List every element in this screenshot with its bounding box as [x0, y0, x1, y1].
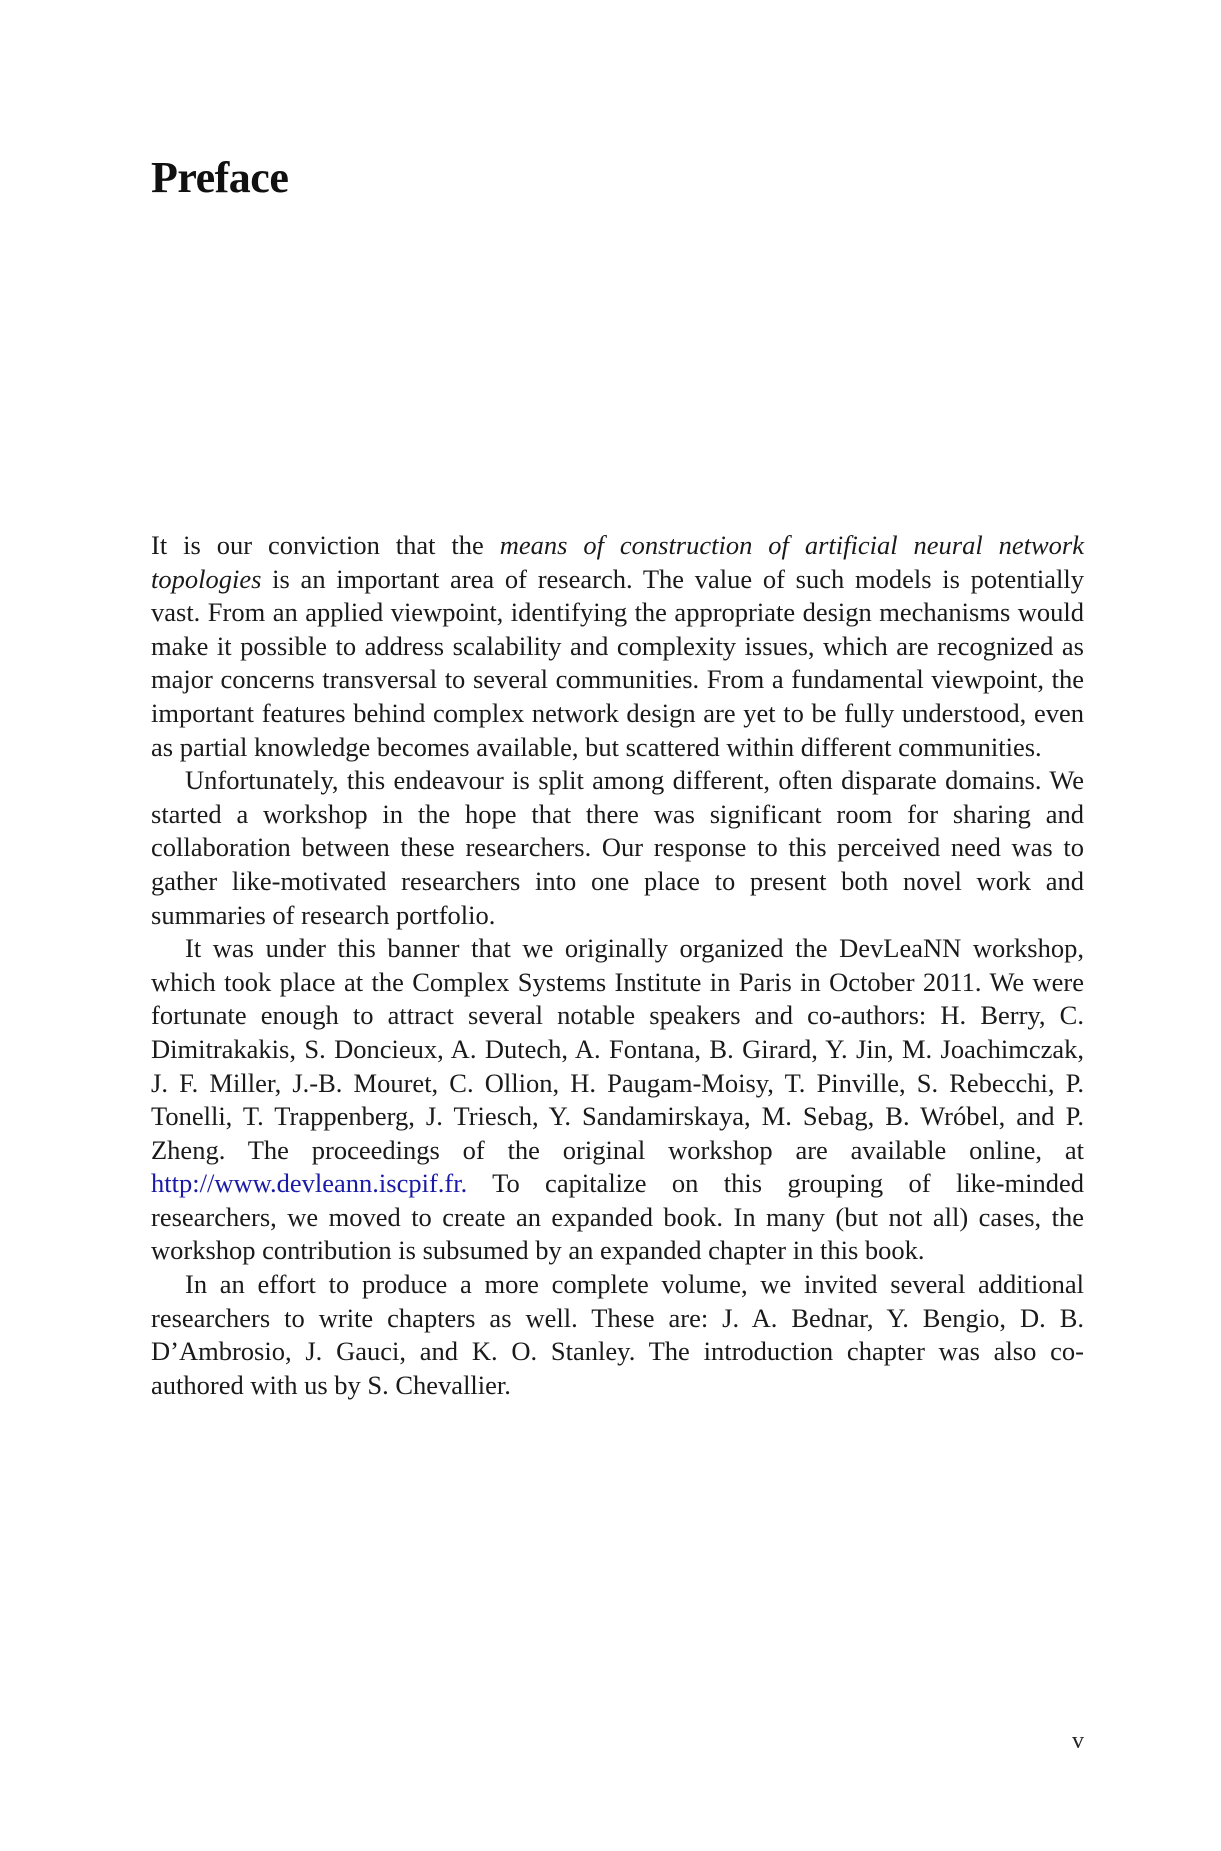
preface-body	[151, 529, 1084, 1402]
paragraph-conviction	[151, 529, 1084, 764]
paragraph-text: It is our conviction that the	[151, 530, 500, 560]
paragraph-workshop	[151, 932, 1084, 1268]
page-title: Preface	[151, 153, 289, 202]
emphasized-phrase: means of construction of artificial neural network topologies	[151, 530, 1084, 594]
paragraph-additional-researchers: In an effort to produce a more complete volume, we invited several additional researchers to write chapters as well. These are: J. A. Bednar, Y. Bengio, D. B. D’Ambrosio, J. Gauci, and K. O. Stanley. The introduction chapter was also co-authored with us by S. Chevallier.	[151, 1269, 1084, 1400]
page-number: v	[1072, 1728, 1084, 1754]
paragraph-text: It was under this banner that we originally organized the DevLeaNN workshop, which took place at the Complex Systems Institute in Paris in October 2011. We were fortunate enough to attract several notable speakers and co-authors: H. Berry, C. Dimitrakakis, S. Doncieux, A. Dutech, A. Fontana, B. Girard, Y. Jin, M. Joachimczak, J. F. Miller, J.-B. Mouret, C. Ollion, H. Paugam-Moisy, T. Pinville, S. Rebecchi, P. Tonelli, T. Trappenberg, J. Triesch, Y. Sandamirskaya, M. Sebag, B. Wróbel, and P. Zheng. The proceedings of the original workshop are available online, at	[151, 933, 1084, 1165]
workshop-url-link[interactable]: http://www.devleann.iscpif.fr.	[151, 1168, 468, 1199]
paragraph-text: is an important area of research. The value of such models is potentially vast. From an applied viewpoint, identifying the appropriate design mechanisms would make it possible to address scalability and complexity issues, which are recognized as major concerns transversal to several communities. From a fundamental viewpoint, the important features behind complex network design are yet to be fully understood, even as partial knowledge becomes available, but scattered within different communities.	[151, 563, 1084, 762]
paragraph-text: To capitalize on this grouping of like-minded researchers, we moved to create an expanded book. In many (but not all) cases, the workshop contribution is subsumed by an expanded chapter in this book.	[151, 1168, 1084, 1266]
paragraph-endeavour: Unfortunately, this endeavour is split among different, often disparate domains. We started a workshop in the hope that there was significant room for sharing and collaboration between these researchers. Our response to this perceived need was to gather like-motivated researchers into one place to present both novel work and summaries of research portfolio.	[151, 765, 1084, 930]
